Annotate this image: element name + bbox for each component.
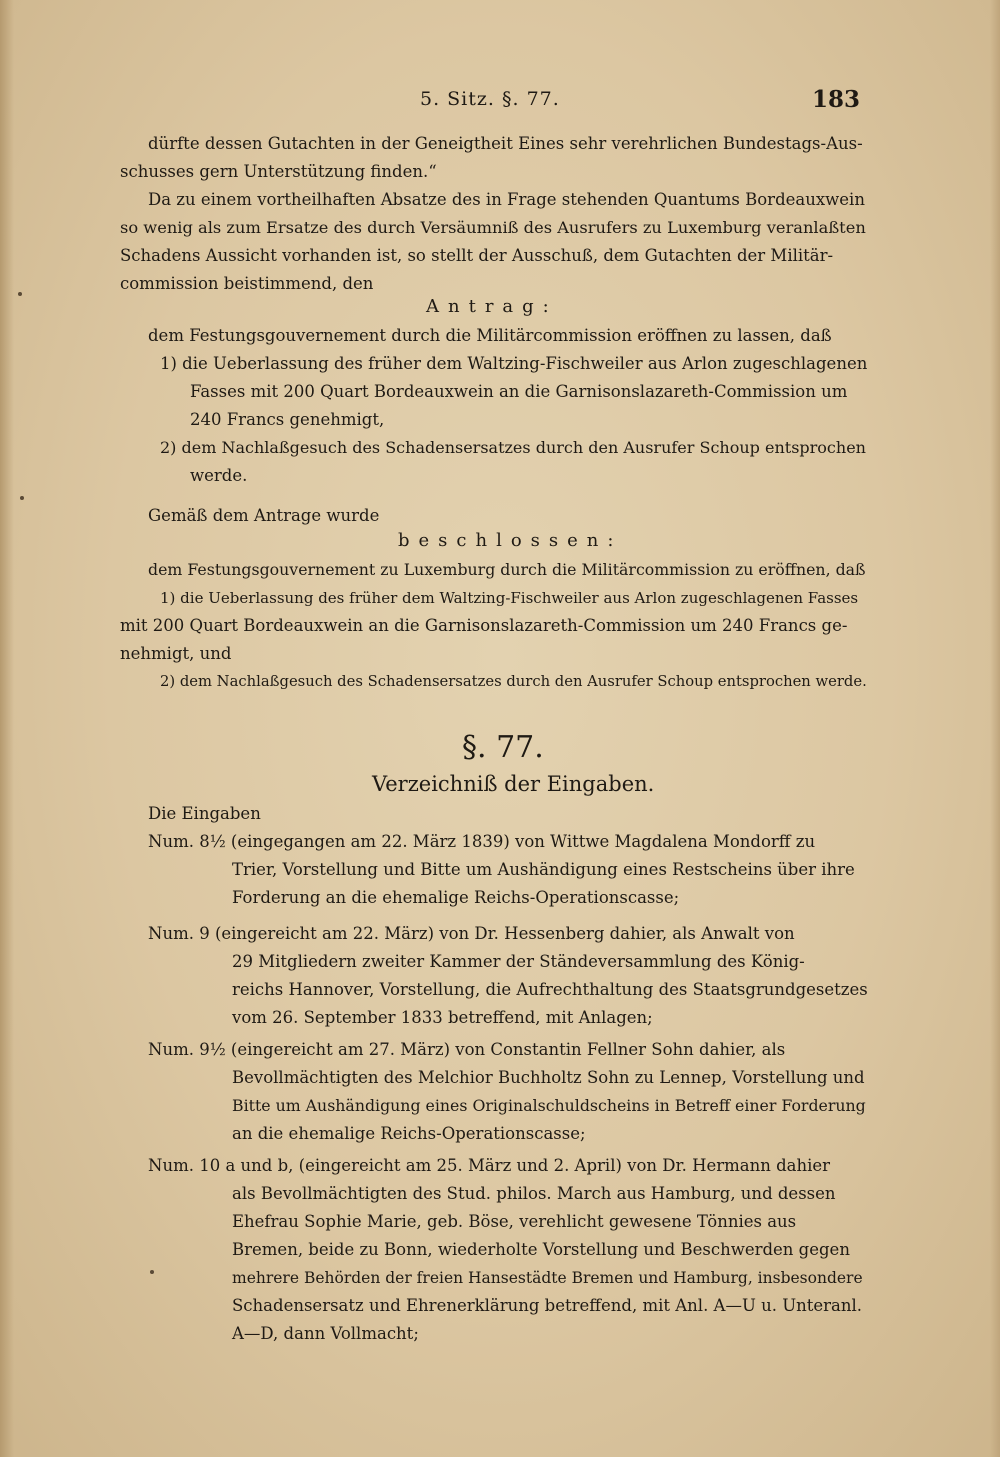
text-line: schusses gern Unterstützung finden.“ — [120, 162, 437, 181]
text-line: commission beistimmend, den — [120, 274, 374, 293]
entry-line: Ehefrau Sophie Marie, geb. Böse, verehlicht gewesene Tönnies aus — [232, 1212, 797, 1231]
text-line: Da zu einem vortheilhaften Absatze des in Frage stehenden Quantums Bordeauxwein — [148, 190, 865, 209]
text-line: nehmigt, und — [120, 644, 232, 663]
text-line: 1) die Ueberlassung des früher dem Waltzing-Fischweiler aus Arlon zugeschlagenen — [160, 354, 868, 373]
text-line: werde. — [190, 466, 248, 485]
ink-speck — [18, 292, 22, 296]
entry-line: mehrere Behörden der freien Hansestädte Bremen und Hamburg, insbesondere — [232, 1269, 863, 1287]
ink-speck — [150, 1270, 154, 1274]
entry-line: Trier, Vorstellung und Bitte um Aushändigung eines Restscheins über ihre — [232, 860, 855, 879]
entry-line: als Bevollmächtigten des Stud. philos. March aus Hamburg, und dessen — [232, 1184, 836, 1203]
text-line: dürfte dessen Gutachten in der Geneigtheit Eines sehr verehrlichen Bundestags-Aus- — [148, 134, 863, 153]
text-line: Gemäß dem Antrage wurde — [148, 506, 380, 525]
text-line: dem Festungsgouvernement zu Luxemburg durch die Militärcommission zu eröffnen, daß — [148, 560, 866, 579]
entry-line: Bevollmächtigten des Melchior Buchholtz Sohn zu Lennep, Vorstellung und — [232, 1068, 865, 1087]
heading-beschlossen: beschlossen: — [398, 530, 623, 551]
text-line: 2) dem Nachlaßgesuch des Schadensersatzes durch den Ausrufer Schoup entsprochen werde. — [160, 673, 867, 690]
entry-line: Num. 9 (eingereicht am 22. März) von Dr. Hessenberg dahier, als Anwalt von — [148, 924, 795, 943]
running-head: 5. Sitz. §. 77. — [420, 88, 560, 110]
entry-line: Bremen, beide zu Bonn, wiederholte Vorstellung und Beschwerden gegen — [232, 1240, 850, 1259]
entry-line: an die ehemalige Reichs-Operationscasse; — [232, 1124, 586, 1143]
page-header — [0, 88, 1000, 118]
entry-line: Schadensersatz und Ehrenerklärung betreffend, mit Anl. A—U u. Unteranl. — [232, 1296, 863, 1315]
entry-line: Num. 9½ (eingereicht am 27. März) von Constantin Fellner Sohn dahier, als — [148, 1040, 786, 1059]
text-line: 2) dem Nachlaßgesuch des Schadensersatzes durch den Ausrufer Schoup entsprochen — [160, 438, 866, 457]
text-line: Die Eingaben — [148, 804, 261, 823]
text-line: 240 Francs genehmigt, — [190, 410, 385, 429]
text-line: so wenig als zum Ersatze des durch Versäumniß des Ausrufers zu Luxemburg veranlaßten — [120, 218, 866, 237]
heading-antrag: Antrag: — [426, 296, 558, 317]
section-title: Verzeichniß der Eingaben. — [372, 772, 655, 796]
entry-line: Bitte um Aushändigung eines Originalschuldscheins in Betreff einer Forderung — [232, 1096, 866, 1115]
entry-line: A—D, dann Vollmacht; — [232, 1324, 419, 1343]
text-line: Fasses mit 200 Quart Bordeauxwein an die Garnisonslazareth-Commission um — [190, 382, 848, 401]
entry-line: Num. 8½ (eingegangen am 22. März 1839) von Wittwe Magdalena Mondorff zu — [148, 832, 816, 851]
entry-line: reichs Hannover, Vorstellung, die Aufrechthaltung des Staatsgrundgesetzes — [232, 980, 868, 999]
text-line: 1) die Ueberlassung des früher dem Waltzing-Fischweiler aus Arlon zugeschlagenen Fasses — [160, 589, 859, 607]
entry-line: Num. 10 a und b, (eingereicht am 25. März und 2. April) von Dr. Hermann dahier — [148, 1156, 831, 1175]
entry-line: Forderung an die ehemalige Reichs-Operationscasse; — [232, 888, 680, 907]
entry-line: 29 Mitgliedern zweiter Kammer der Ständeversammlung des König- — [232, 952, 805, 971]
text-line: Schadens Aussicht vorhanden ist, so stellt der Ausschuß, dem Gutachten der Militär- — [120, 246, 834, 265]
ink-speck — [20, 496, 24, 500]
text-line: dem Festungsgouvernement durch die Militärcommission eröffnen zu lassen, daß — [148, 326, 832, 345]
text-line: mit 200 Quart Bordeauxwein an die Garnisonslazareth-Commission um 240 Francs ge- — [120, 616, 848, 635]
section-mark: §. 77. — [462, 730, 544, 765]
entry-line: vom 26. September 1833 betreffend, mit Anlagen; — [232, 1008, 653, 1027]
page-number: 183 — [812, 86, 861, 113]
